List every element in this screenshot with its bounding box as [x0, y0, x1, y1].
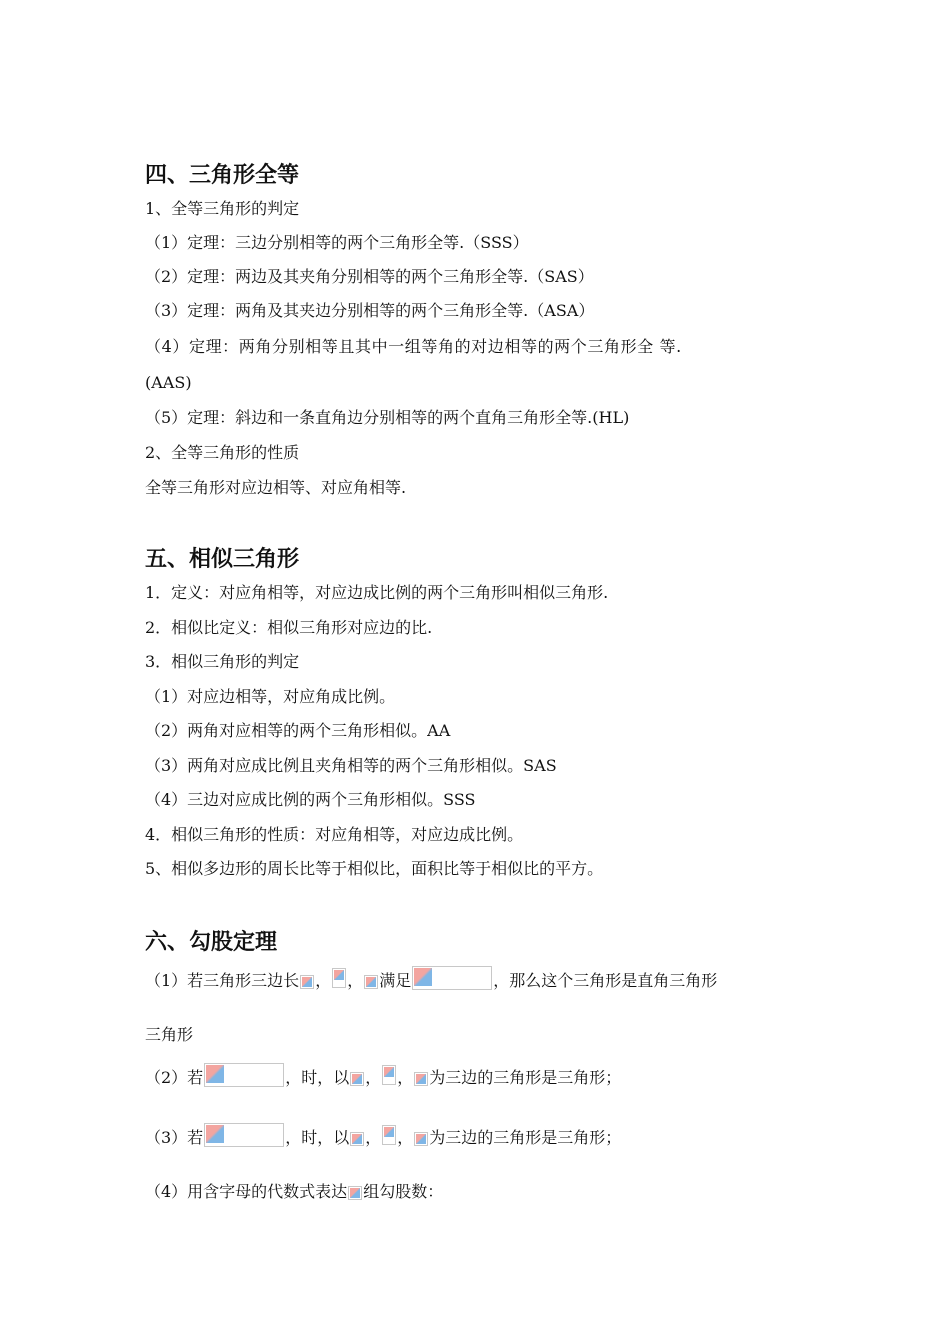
text-segment: ，时，以: [285, 1068, 350, 1087]
text-line-pythagoras-4: [145, 1181, 443, 1203]
text-segment: （3）若: [145, 1128, 204, 1147]
text-segment: 为三边的三角形是三角形；: [429, 1128, 622, 1147]
formula-image-icon: [382, 1125, 396, 1145]
text-line: 3．相似三角形的判定: [145, 652, 300, 671]
text-line: （1）定理：三边分别相等的两个三角形全等.（SSS）: [145, 233, 529, 252]
text-line: （4）三边对应成比例的两个三角形相似。SSS: [145, 790, 476, 809]
text-segment: （2）若: [145, 1068, 204, 1087]
text-line-pythagoras-2: [145, 1063, 621, 1089]
text-segment: ，: [315, 971, 332, 990]
formula-image-icon: [348, 1186, 362, 1200]
formula-image-icon: [204, 1063, 284, 1087]
text-line: 三角形: [145, 1025, 194, 1044]
formula-image-icon: [204, 1123, 284, 1147]
text-segment: ，: [397, 1128, 414, 1147]
formula-image-icon: [300, 975, 314, 989]
text-segment: ，: [347, 971, 364, 990]
formula-image-icon: [414, 1072, 428, 1086]
section-title-similar: 五、相似三角形: [145, 547, 300, 572]
text-segment: （4）用含字母的代数式表达: [145, 1182, 348, 1201]
text-line: （5）定理：斜边和一条直角边分别相等的两个直角三角形全等.(HL): [145, 408, 630, 427]
formula-image-icon: [414, 1132, 428, 1146]
formula-image-icon: [350, 1132, 364, 1146]
text-line: (AAS): [145, 373, 192, 392]
text-segment: ，: [365, 1068, 382, 1087]
text-line: 5、相似多边形的周长比等于相似比，面积比等于相似比的平方。: [145, 859, 604, 878]
text-line: 1．定义：对应角相等，对应边成比例的两个三角形叫相似三角形.: [145, 583, 609, 602]
text-segment: ，: [365, 1128, 382, 1147]
text-line-pythagoras-1: [145, 966, 717, 992]
formula-image-icon: [350, 1072, 364, 1086]
text-line: （2）定理：两边及其夹角分别相等的两个三角形全等.（SAS）: [145, 267, 594, 286]
text-line: （1）对应边相等，对应角成比例。: [145, 687, 396, 706]
text-line: （4）定理：两角分别相等且其中一组等角的对边相等的两个三角形全 等.: [145, 337, 682, 356]
text-line: （3）定理：两角及其夹边分别相等的两个三角形全等.（ASA）: [145, 301, 595, 320]
text-line: 全等三角形对应边相等、对应角相等.: [145, 478, 407, 497]
formula-image-icon: [382, 1065, 396, 1085]
text-line: 1、全等三角形的判定: [145, 199, 300, 218]
text-line: 4．相似三角形的性质：对应角相等，对应边成比例。: [145, 825, 524, 844]
text-segment: ，那么这个三角形是直角三角形: [493, 971, 718, 990]
formula-image-icon: [412, 966, 492, 990]
text-line-pythagoras-3: [145, 1123, 621, 1149]
section-title-congruence: 四、三角形全等: [145, 163, 300, 188]
text-segment: ，: [397, 1068, 414, 1087]
text-line: 2、全等三角形的性质: [145, 443, 300, 462]
formula-image-icon: [364, 975, 378, 989]
text-segment: （1）若三角形三边长: [145, 971, 300, 990]
section-title-pythagoras: 六、勾股定理: [145, 930, 278, 955]
formula-image-icon: [332, 968, 346, 988]
text-segment: 为三边的三角形是三角形；: [429, 1068, 622, 1087]
text-line: （3）两角对应成比例且夹角相等的两个三角形相似。SAS: [145, 756, 557, 775]
text-segment: 满足: [379, 971, 412, 990]
text-segment: ，时，以: [285, 1128, 350, 1147]
text-line: （2）两角对应相等的两个三角形相似。AA: [145, 721, 451, 740]
text-segment: 组勾股数：: [363, 1182, 444, 1201]
text-line: 2．相似比定义：相似三角形对应边的比.: [145, 618, 433, 637]
